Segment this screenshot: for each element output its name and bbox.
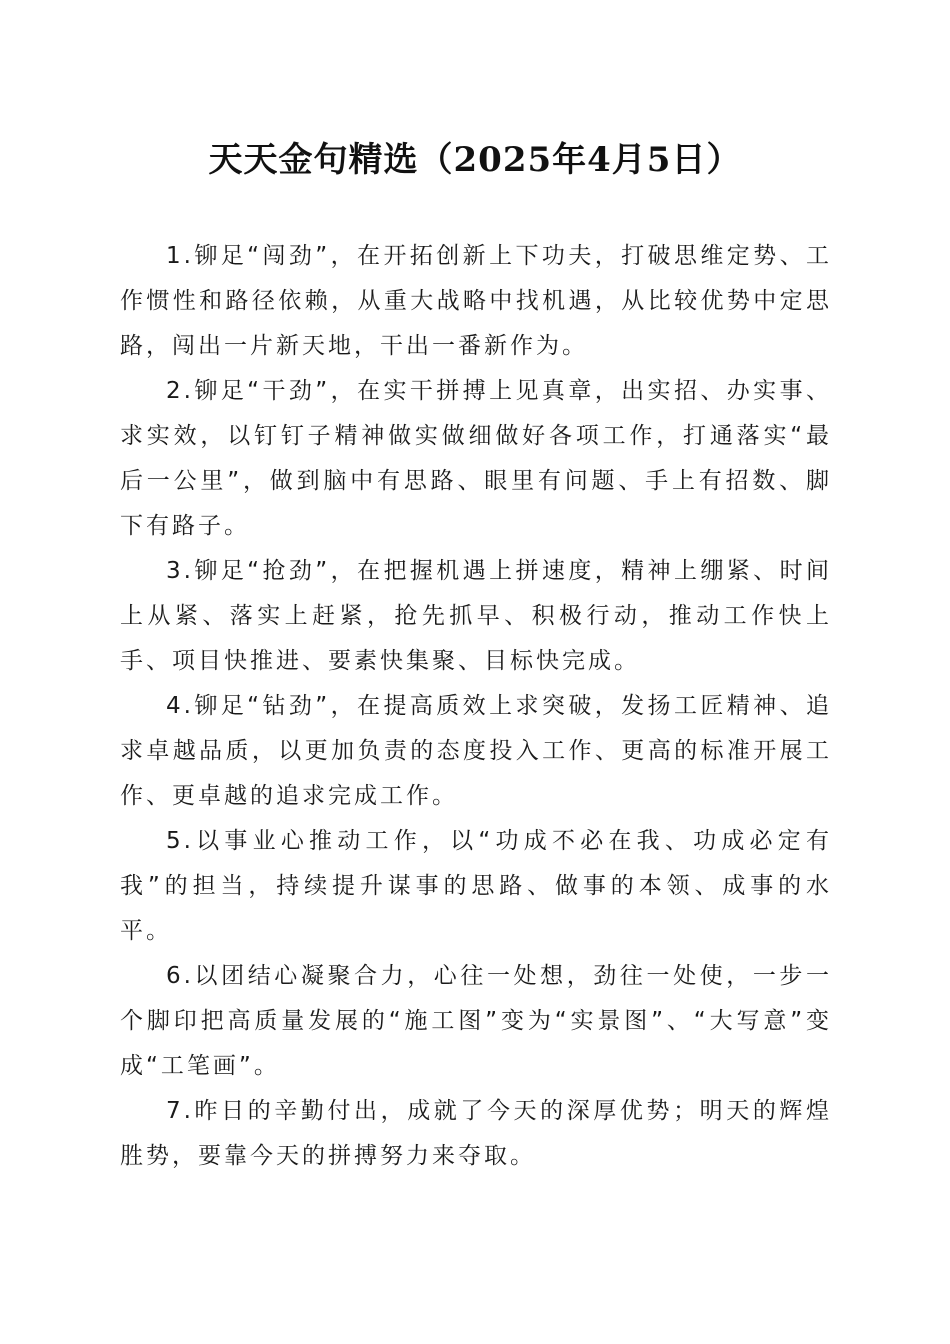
page-title: 天天金句精选（2025年4月5日） [208,140,742,180]
paragraph-4: 4.铆足“钻劲”，在提高质效上求突破，发扬工匠精神、追求卓越品质，以更加负责的态度投入工作、更高的标准开展工作、更卓越的追求完成工作。 [120,693,832,809]
paragraph-7: 7.昨日的辛勤付出，成就了今天的深厚优势；明天的辉煌胜势，要靠今天的拼搏努力来夺取。 [120,1098,832,1169]
paragraph-5: 5.以事业心推动工作，以“功成不必在我、功成必定有我”的担当，持续提升谋事的思路、做事的本领、成事的水平。 [120,828,832,944]
document-body [120,234,832,1179]
paragraph-6: 6.以团结心凝聚合力，心往一处想，劲往一处使，一步一个脚印把高质量发展的“施工图”变为“实景图”、“大写意”变成“工笔画”。 [120,963,832,1079]
paragraph-1: 1.铆足“闯劲”，在开拓创新上下功夫，打破思维定势、工作惯性和路径依赖，从重大战略中找机遇，从比较优势中定思路，闯出一片新天地，干出一番新作为。 [120,243,832,359]
paragraph-3: 3.铆足“抢劲”，在把握机遇上拼速度，精神上绷紧、时间上从紧、落实上赶紧，抢先抓早、积极行动，推动工作快上手、项目快推进、要素快集聚、目标快完成。 [120,558,832,674]
paragraph-2: 2.铆足“干劲”，在实干拼搏上见真章，出实招、办实事、求实效，以钉钉子精神做实做细做好各项工作，打通落实“最后一公里”，做到脑中有思路、眼里有问题、手上有招数、脚下有路子。 [120,378,832,539]
